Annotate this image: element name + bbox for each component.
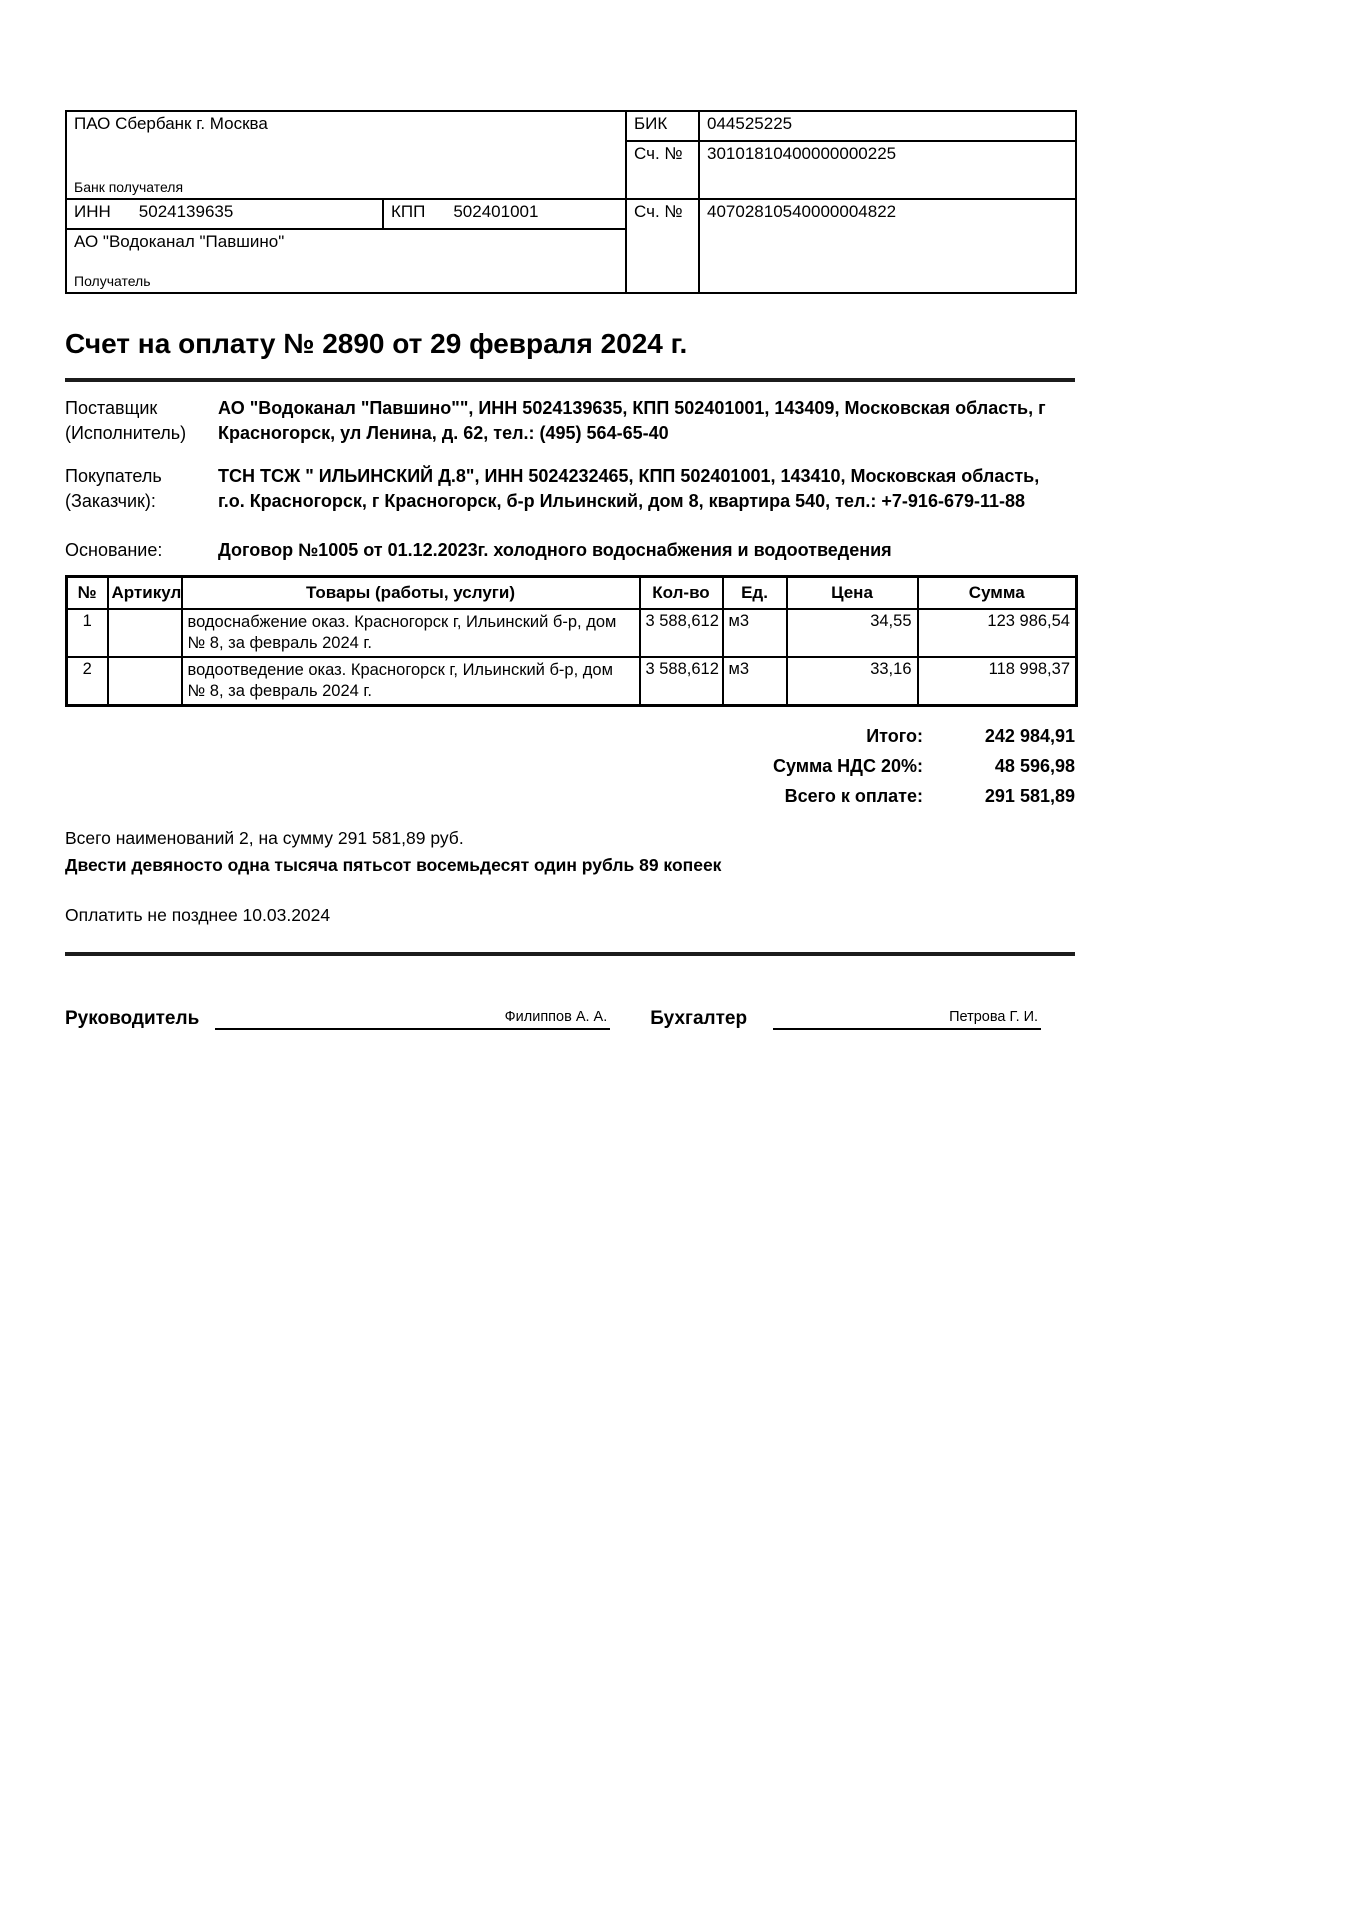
items-header-row <box>67 577 1077 609</box>
item-qty: 3 588,612 <box>640 657 723 706</box>
director-name: Филиппов А. А. <box>504 1008 608 1025</box>
vat-value: 48 596,98 <box>994 755 1075 776</box>
buyer-label: Покупатель (Заказчик): <box>65 466 162 511</box>
recipient-cell <box>66 229 626 293</box>
col-header-num: № <box>67 577 108 609</box>
signatures-block <box>65 1008 1075 1030</box>
accountant-name: Петрова Г. И. <box>949 1008 1039 1025</box>
buyer-block <box>65 464 1075 514</box>
item-article <box>108 657 182 706</box>
bik-label: БИК <box>626 111 699 141</box>
divider-top <box>65 378 1075 382</box>
accountant-signature-line <box>773 1009 1041 1030</box>
supplier-value: АО "Водоканал "Павшино"", ИНН 5024139635, КПП 502401001, 143409, Московская область, г Красногорск, ул Ленина, д. 62, тел.: (495) 564-65-40 <box>218 398 1046 443</box>
accountant-label: Бухгалтер <box>650 1007 748 1029</box>
divider-bottom <box>65 952 1075 956</box>
item-price: 33,16 <box>787 657 918 706</box>
item-qty: 3 588,612 <box>640 609 723 657</box>
supplier-block <box>65 396 1075 446</box>
subtotal-label: Итого: <box>866 725 923 746</box>
corr-account-value: 30101810400000000225 <box>699 141 1076 199</box>
recipient-sublabel: Получатель <box>74 273 151 289</box>
inn-value: 5024139635 <box>138 202 234 221</box>
subtotal-value: 242 984,91 <box>984 725 1075 746</box>
item-num: 1 <box>67 609 108 657</box>
total-row-vat <box>773 751 1075 781</box>
recipient-name: АО "Водоканал "Павшино" <box>74 232 285 251</box>
item-amount: 118 998,37 <box>918 657 1077 706</box>
kpp-cell <box>383 199 626 229</box>
item-amount: 123 986,54 <box>918 609 1077 657</box>
total-row-subtotal <box>866 721 1075 751</box>
basis-value: Договор №1005 от 01.12.2023г. холодного водоснабжения и водоотведения <box>218 540 892 560</box>
col-header-amount: Сумма <box>918 577 1077 609</box>
director-signature-line <box>215 1009 610 1030</box>
recipient-bank-sublabel: Банк получателя <box>74 179 184 195</box>
summary-block <box>65 825 1075 879</box>
item-article <box>108 609 182 657</box>
totals-block <box>65 721 1075 811</box>
amount-in-words: Двести девяносто одна тысяча пятьсот восемьдесят один рубль 89 копеек <box>65 854 722 875</box>
basis-label: Основание: <box>65 540 163 560</box>
item-num: 2 <box>67 657 108 706</box>
grand-total-label: Всего к оплате: <box>784 785 923 806</box>
col-header-description: Товары (работы, услуги) <box>182 577 640 609</box>
due-date-line: Оплатить не позднее 10.03.2024 <box>65 904 331 925</box>
buyer-value: ТСН ТСЖ " ИЛЬИНСКИЙ Д.8", ИНН 5024232465, КПП 502401001, 143410, Московская область, г.о. Красногорск, г Красногорск, б-р Ильинский, дом 8, квартира 540, тел.: +7-916-679-11-88 <box>218 466 1040 511</box>
supplier-label: Поставщик (Исполнитель) <box>65 398 187 443</box>
inn-label: ИНН <box>74 202 111 221</box>
account-value: 40702810540000004822 <box>699 199 1076 293</box>
item-unit: м3 <box>723 609 787 657</box>
grand-total-value: 291 581,89 <box>984 785 1075 806</box>
director-label: Руководитель <box>65 1007 200 1029</box>
kpp-label: КПП <box>391 202 426 221</box>
item-price: 34,55 <box>787 609 918 657</box>
inn-cell <box>66 199 383 229</box>
total-row-grand <box>785 781 1075 811</box>
items-table <box>65 575 1078 707</box>
vat-label: Сумма НДС 20%: <box>772 755 923 776</box>
col-header-qty: Кол-во <box>640 577 723 609</box>
col-header-unit: Ед. <box>723 577 787 609</box>
recipient-bank-cell <box>66 111 626 199</box>
table-row <box>67 657 1077 706</box>
col-header-price: Цена <box>787 577 918 609</box>
kpp-value: 502401001 <box>453 202 539 221</box>
invoice-title: Счет на оплату № 2890 от 29 февраля 2024 г. <box>65 328 688 359</box>
corr-account-label: Сч. № <box>626 141 699 199</box>
items-count-line: Всего наименований 2, на сумму 291 581,89 руб. <box>65 827 464 848</box>
bank-requisites-table <box>65 110 1077 294</box>
recipient-bank-name: ПАО Сбербанк г. Москва <box>74 114 268 133</box>
item-description: водоснабжение оказ. Красногорск г, Ильинский б-р, дом № 8, за февраль 2024 г. <box>182 609 640 657</box>
bik-value: 044525225 <box>699 111 1076 141</box>
table-row <box>67 609 1077 657</box>
item-description: водоотведение оказ. Красногорск г, Ильинский б-р, дом № 8, за февраль 2024 г. <box>182 657 640 706</box>
item-unit: м3 <box>723 657 787 706</box>
basis-block <box>65 538 1075 563</box>
account-label: Сч. № <box>626 199 699 293</box>
col-header-article: Артикул <box>108 577 182 609</box>
invoice-page <box>0 0 1075 1030</box>
